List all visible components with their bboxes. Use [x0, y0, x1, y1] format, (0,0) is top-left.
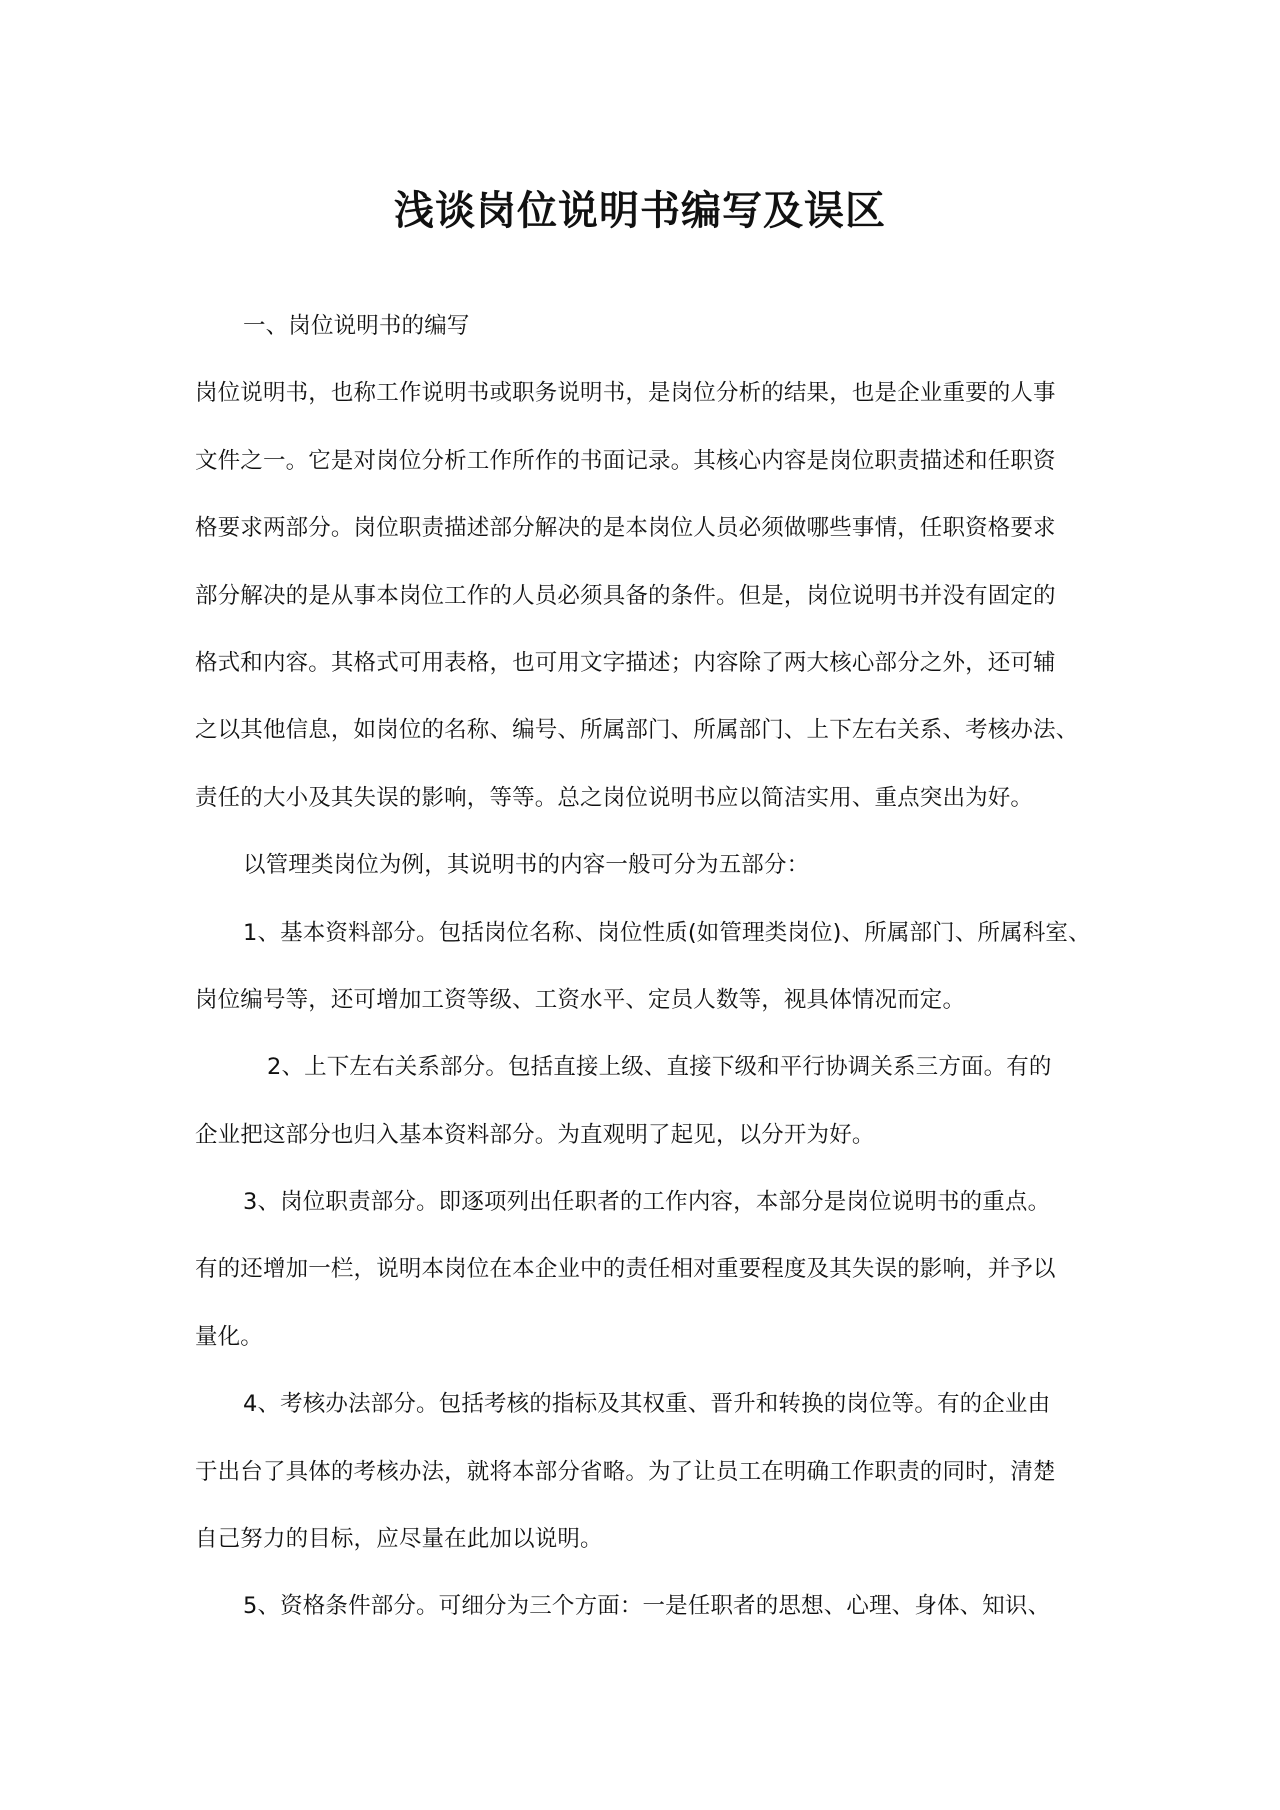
list-item-line: 2、上下左右关系部分。包括直接上级、直接下级和平行协调关系三方面。有的	[267, 1054, 1052, 1081]
list-item-line: 岗位编号等，还可增加工资等级、工资水平、定员人数等，视具体情况而定。	[195, 986, 966, 1013]
list-item-line: 量化。	[195, 1323, 263, 1350]
list-item-line: 1、基本资料部分。包括岗位名称、岗位性质(如管理类岗位)、所属部门、所属科室、	[243, 919, 1091, 946]
paragraph-line: 部分解决的是从事本岗位工作的人员必须具备的条件。但是，岗位说明书并没有固定的	[195, 582, 1056, 609]
section-heading: 一、岗位说明书的编写	[243, 313, 470, 339]
list-item-line: 4、考核办法部分。包括考核的指标及其权重、晋升和转换的岗位等。有的企业由	[243, 1391, 1051, 1418]
paragraph-line: 文件之一。它是对岗位分析工作所作的书面记录。其核心内容是岗位职责描述和任职资	[195, 447, 1056, 474]
paragraph-line: 岗位说明书，也称工作说明书或职务说明书，是岗位分析的结果，也是企业重要的人事	[195, 380, 1056, 407]
document-title: 浅谈岗位说明书编写及误区	[394, 188, 886, 234]
paragraph-line: 格要求两部分。岗位职责描述部分解决的是本岗位人员必须做哪些事情，任职资格要求	[195, 515, 1056, 542]
document-body	[195, 306, 1095, 1654]
paragraph-line: 以管理类岗位为例，其说明书的内容一般可分为五部分：	[243, 852, 810, 879]
paragraph-line: 之以其他信息，如岗位的名称、编号、所属部门、所属部门、上下左右关系、考核办法、	[195, 717, 1079, 744]
list-item-line: 5、资格条件部分。可细分为三个方面：一是任职者的思想、心理、身体、知识、	[243, 1593, 1051, 1620]
list-item-line: 有的还增加一栏，说明本岗位在本企业中的责任相对重要程度及其失误的影响，并予以	[195, 1256, 1056, 1283]
list-item-line: 企业把这部分也归入基本资料部分。为直观明了起见，以分开为好。	[195, 1121, 875, 1148]
paragraph-line: 格式和内容。其格式可用表格，也可用文字描述；内容除了两大核心部分之外，还可辅	[195, 649, 1056, 676]
list-item-line: 自己努力的目标，应尽量在此加以说明。	[195, 1526, 603, 1553]
list-item-line: 3、岗位职责部分。即逐项列出任职者的工作内容，本部分是岗位说明书的重点。	[243, 1189, 1051, 1216]
list-item-line: 于出台了具体的考核办法，就将本部分省略。为了让员工在明确工作职责的同时，清楚	[195, 1458, 1056, 1485]
paragraph-line: 责任的大小及其失误的影响，等等。总之岗位说明书应以简洁实用、重点突出为好。	[195, 784, 1034, 811]
